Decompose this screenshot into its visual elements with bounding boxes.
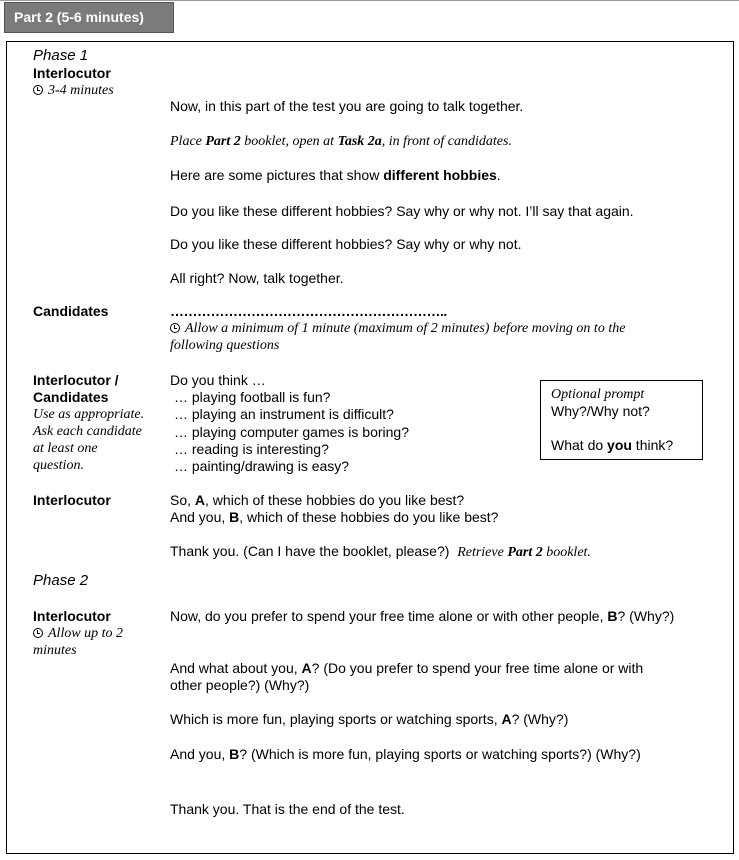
- usage-note: question.: [33, 458, 84, 473]
- clock-icon: [33, 85, 43, 95]
- script-line: All right? Now, talk together.: [170, 270, 344, 286]
- script-line: And you, B? (Which is more fun, playing sports or watching sports?) (Why?): [170, 746, 641, 762]
- candidates-note: Allow a minimum of 1 minute (maximum of 2 minutes) before moving on to the: [170, 320, 625, 337]
- interlocutor-label: Interlocutor: [33, 65, 111, 81]
- optional-prompt-box: [540, 380, 703, 460]
- closing-line: Thank you. That is the end of the test.: [170, 801, 405, 817]
- instruction-place-booklet: Place Part 2 booklet, open at Task 2a, in front of candidates.: [170, 134, 512, 149]
- script-line: Do you like these different hobbies? Say why or why not.: [170, 236, 522, 252]
- script-line: Do you like these different hobbies? Say why or why not. I’ll say that again.: [170, 203, 634, 219]
- interlocutor-label: Interlocutor: [33, 608, 111, 624]
- phase-1-heading: Phase 1: [33, 47, 89, 64]
- optional-prompt-line: Why?/Why not?: [551, 403, 650, 419]
- question-item: … painting/drawing is easy?: [174, 458, 350, 474]
- question-item: … playing an instrument is difficult?: [174, 406, 394, 422]
- phase-2-timing: Allow up to 2: [33, 625, 123, 642]
- candidates-dots: ……………………………………………………..: [170, 303, 447, 319]
- script-line: Which is more fun, playing sports or watching sports, A? (Why?): [170, 711, 569, 727]
- interlocutor-candidates-label-cont: Candidates: [33, 389, 109, 405]
- top-rule: [0, 0, 739, 1]
- question-item: … playing computer games is boring?: [174, 424, 410, 440]
- candidates-label: Candidates: [33, 303, 109, 319]
- optional-prompt-title: Optional prompt: [551, 387, 645, 402]
- script-line: And what about you, A? (Do you prefer to spend your free time alone or with: [170, 660, 644, 676]
- optional-prompt-line: What do you think?: [551, 437, 674, 453]
- script-line: And you, B, which of these hobbies do you like best?: [170, 509, 499, 525]
- candidates-note-cont: following questions: [170, 338, 280, 353]
- retrieve-instruction: Retrieve Part 2 booklet.: [457, 545, 591, 560]
- script-line: So, A, which of these hobbies do you like best?: [170, 492, 465, 508]
- phase-1-timing: 3-4 minutes: [33, 82, 114, 99]
- usage-note: Use as appropriate.: [33, 407, 145, 422]
- script-line-thanks: Thank you. (Can I have the booklet, please?) Retrieve Part 2 booklet.: [170, 543, 591, 560]
- interlocutor-candidates-label: Interlocutor /: [33, 372, 119, 388]
- script-line: Now, in this part of the test you are going to talk together.: [170, 98, 524, 114]
- question-intro: Do you think …: [170, 372, 266, 388]
- phase-2-timing-cont: minutes: [33, 643, 77, 658]
- phase-2-heading: Phase 2: [33, 572, 89, 589]
- question-item: … reading is interesting?: [174, 441, 329, 457]
- part-heading: Part 2 (5-6 minutes): [4, 2, 174, 33]
- clock-icon: [170, 323, 180, 333]
- script-line-cont: other people?) (Why?): [170, 677, 310, 693]
- script-line: Now, do you prefer to spend your free time alone or with other people, B? (Why?): [170, 608, 675, 624]
- usage-note: Ask each candidate: [33, 424, 142, 439]
- script-line-hobbies: Here are some pictures that show different hobbies.: [170, 167, 501, 183]
- interlocutor-label: Interlocutor: [33, 492, 111, 508]
- clock-icon: [33, 628, 43, 638]
- usage-note: at least one: [33, 441, 98, 456]
- question-item: … playing football is fun?: [174, 389, 331, 405]
